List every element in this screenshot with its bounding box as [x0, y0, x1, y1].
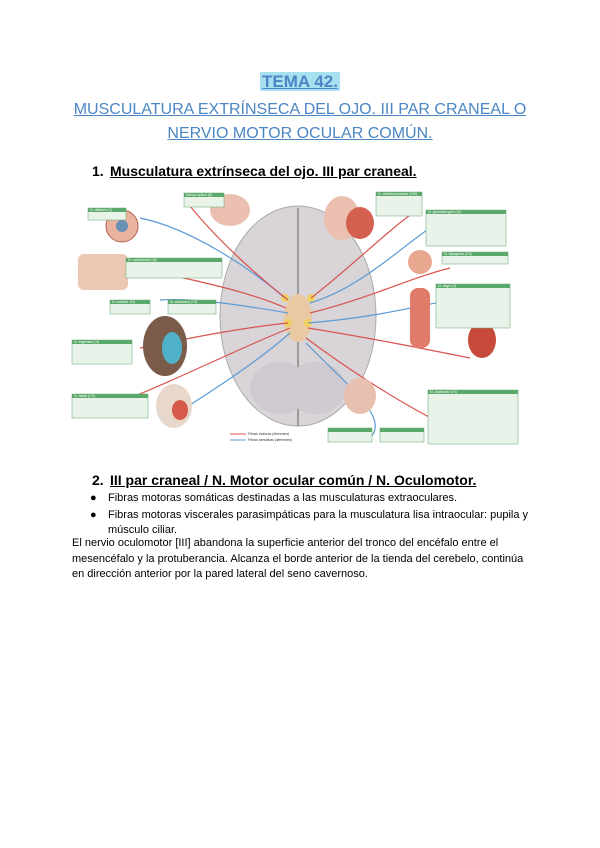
label-vestibulococlear: N. vestibulococlear (VIII) — [378, 192, 418, 197]
label-hipogloso: N. hipogloso (XII) — [444, 252, 472, 257]
section-1-number: 1. — [92, 163, 104, 179]
label-olfatorio: N. olfatorio (I) — [90, 208, 112, 213]
body-paragraph: El nervio oculomotor [III] abandona la superficie anterior del tronco del encéfalo entre el mesencéfalo y la protuberancia. Alcanza el borde anterior de la tienda del cerebelo, continúa en dirección anterior por la pared lateral del seno cavernoso. — [72, 537, 524, 580]
legend-sensory: Fibras sensitivas (aferentes) — [248, 438, 292, 443]
label-abducens: N. abducens (VI) — [170, 300, 197, 305]
section-2-number: 2. — [92, 472, 104, 488]
bullet-icon: ● — [90, 492, 97, 504]
list-item: ● Fibras motoras somáticas destinadas a las musculaturas extraoculares. — [90, 492, 458, 504]
page-subtitle: MUSCULATURA EXTRÍNSECA DEL OJO. III PAR CRANEAL O NERVIO MOTOR OCULAR COMÚN. — [73, 101, 527, 142]
label-optico: Nervio óptico (II) — [186, 193, 213, 198]
label-glosofaringeo: N. glosofaríngeo (IX) — [428, 210, 462, 215]
label-vago: N. vago (X) — [438, 284, 457, 289]
label-oculomotor: N. oculomotor (III) — [128, 258, 157, 263]
section-2-title: III par craneal / N. Motor ocular común / N. Oculomotor. — [110, 472, 477, 488]
bullet-list — [90, 491, 530, 540]
list-item: ● Fibras motoras viscerales parasimpáticas para la musculatura lisa intraocular: pupila y músculo ciliar. — [90, 509, 529, 536]
cranial-nerves-figure — [70, 188, 530, 450]
page-title: TEMA 42. — [262, 72, 338, 91]
label-troclear: N. troclear (IV) — [112, 300, 136, 305]
section-1-title: Musculatura extrínseca del ojo. III par craneal. — [110, 163, 417, 179]
legend-motor: Fibras motoras (eferentes) — [248, 432, 290, 437]
bullet-icon: ● — [90, 509, 97, 521]
section-2-heading — [92, 472, 476, 488]
label-trigemino: N. trigémino (V) — [74, 340, 100, 345]
label-facial: N. facial (VII) — [74, 394, 95, 399]
section-1-heading — [92, 163, 417, 179]
label-accesorio: N. accesorio (XI) — [430, 390, 457, 395]
